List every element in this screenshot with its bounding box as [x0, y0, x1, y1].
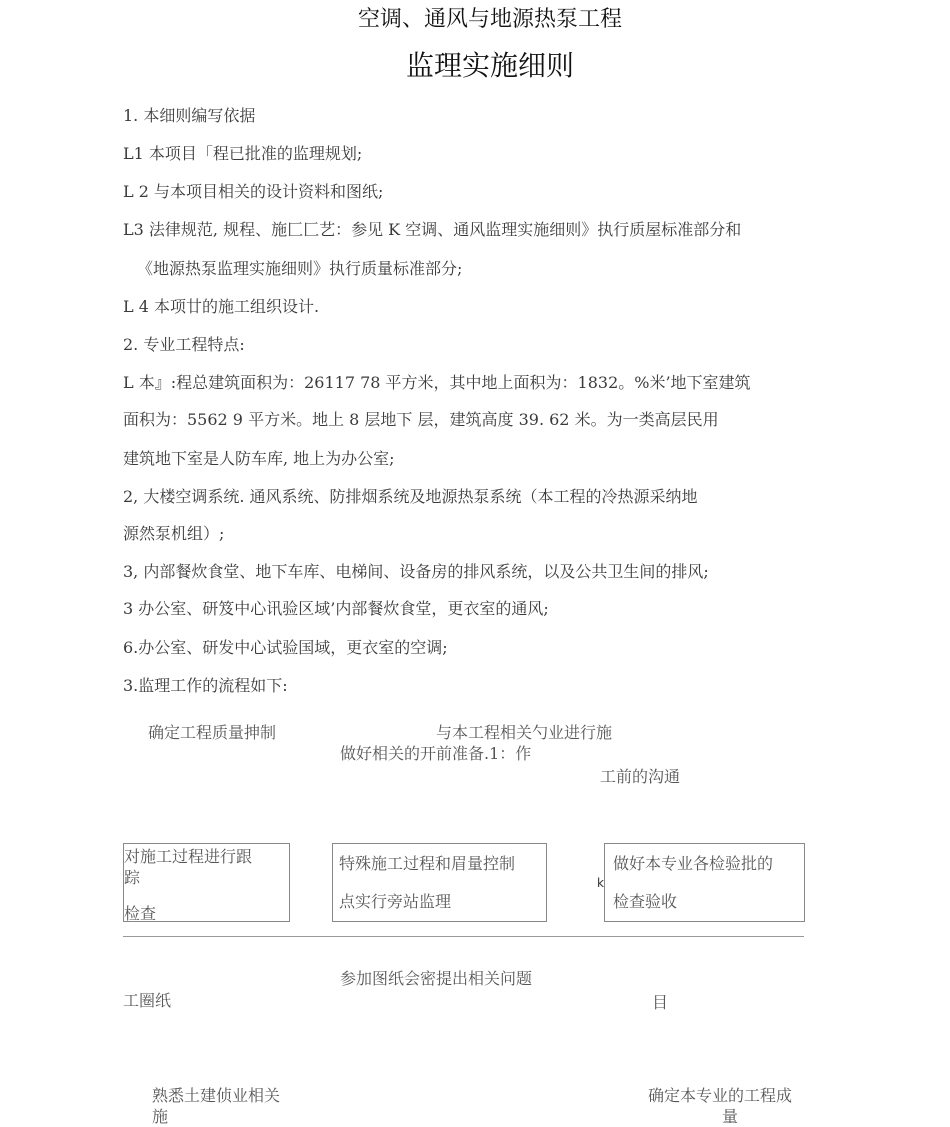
flow-text-civil-familiarize: 熟悉土建侦业相关: [152, 1086, 281, 1105]
document-title: 空调、通风与地源热泵工程: [357, 7, 622, 32]
flow-text-drawings: 工圈纸: [123, 991, 172, 1010]
paragraph-line: 2, 大楼空调系统. 通风系统、防排烟系统及地源热泵系统（本工程的冷热源采纳地: [123, 487, 698, 506]
paragraph-line: L 4 本项廿的施工组织设计.: [123, 297, 320, 316]
paragraph-line: 3, 内部餐炊食堂、地下车库、电梯间、设备房的排风系统，以及公共卫生间的排风;: [123, 562, 709, 581]
paragraph-line: 《地源热泵监理实施细则》执行质量标准部分;: [137, 259, 463, 278]
section-heading-features: 2. 专业工程特点:: [123, 335, 245, 354]
flow-box-special-process: [332, 843, 547, 922]
flow-text-preparation: 做好相关的开前准备.1：作: [340, 744, 532, 763]
flow-box-text: 踪: [124, 868, 141, 887]
paragraph-line: L1 本项目「程已批准的监理规划;: [123, 144, 363, 163]
section-heading-workflow: 3.监理工作的流程如下:: [123, 676, 288, 695]
paragraph-line: L 本』:程总建筑面积为：26117 78 平方米，其中地上面积为：1832。%米’地下室建筑: [123, 373, 751, 392]
paragraph-line: 面积为：5562 9 平方米。地上 8 层地下 层，建筑高度 39. 62 米。为一类高层民用: [123, 410, 719, 429]
flow-text-quality-control: 确定工程质量抻制: [148, 723, 277, 742]
flow-divider: [123, 936, 804, 937]
document-subtitle: 监理实施细则: [405, 49, 574, 82]
flow-text-civil-familiarize-2: 施: [152, 1107, 169, 1126]
paragraph-line: 3 办公室、研笈中心讯验区域’内部餐炊食堂，更衣室的通风;: [123, 599, 549, 618]
paragraph-line: L 2 与本项目相关的设计资料和图纸;: [123, 182, 384, 201]
flow-arrow-marker: k: [597, 876, 604, 890]
flow-box-text: 点实行旁站监理: [339, 892, 452, 911]
paragraph-line: 6.办公室、研发中心试验国域，更衣室的空调;: [123, 638, 448, 657]
flow-box-inspection-acceptance: [604, 843, 805, 922]
flow-text-communication-2: 工前的沟通: [600, 767, 681, 786]
paragraph-line: 源然泵机组）;: [123, 524, 225, 543]
flow-text-quality-determine: 确定本专业的工程成: [648, 1086, 793, 1105]
flow-box-text: 特殊施工过程和眉量控制: [339, 854, 516, 873]
flow-text-item: 目: [652, 993, 669, 1012]
flow-box-text: 做好本专业各检验批的: [613, 854, 774, 873]
flow-text-quality-determine-2: 量: [722, 1107, 739, 1126]
paragraph-line: 建筑地下室是人防车库, 地上为办公室;: [123, 449, 395, 468]
flow-box-process-tracking: [123, 843, 290, 922]
flow-box-text: 检查验收: [613, 892, 678, 911]
flow-box-text: 对施工过程进行跟: [124, 847, 253, 866]
section-heading-basis: 1. 本细则编写依据: [123, 106, 256, 125]
flow-text-drawing-review: 参加图纸会密提出相关问题: [340, 969, 533, 988]
paragraph-line: L3 法律规范, 规程、施匚匚艺：参见 K 空调、通风监理实施细则》执行质屋标准部分和: [123, 220, 742, 239]
flow-text-communication-1: 与本工程相关勺业进行施: [436, 723, 613, 742]
flow-box-text: 检查: [124, 904, 157, 923]
